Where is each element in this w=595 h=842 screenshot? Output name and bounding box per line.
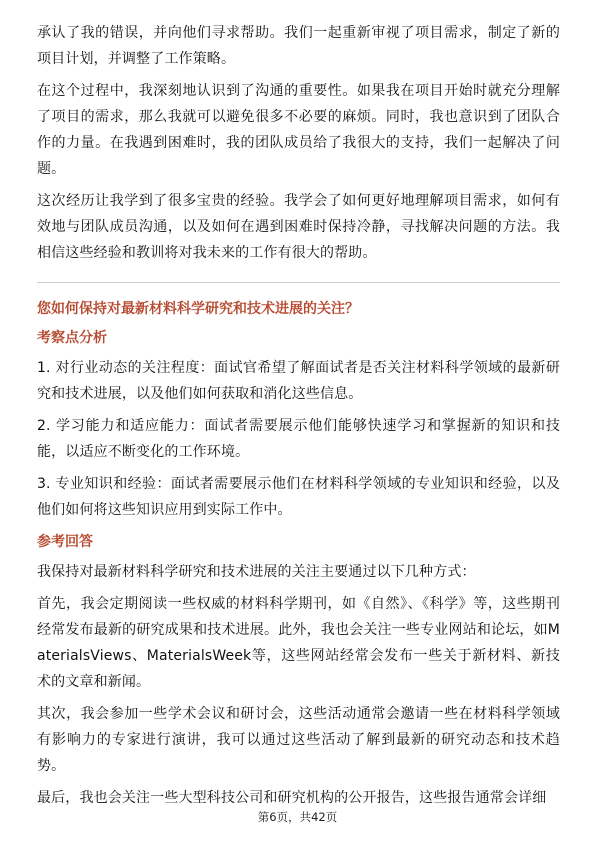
answer-heading: 参考回答 (37, 534, 93, 550)
intro-paragraph-3: 这次经历让我学到了很多宝贵的经验。我学会了如何更好地理解项目需求，如何有效地与团队成员沟通，以及如何在遇到困难时保持冷静，寻找解决问题的方法。我相信这些经验和教训将对我未来的工作有很大的帮助。 (37, 193, 560, 261)
answer-paragraph-3: 其次，我会参加一些学术会议和研讨会，这些活动通常会邀请一些在材料科学领域有影响力的专家进行演讲，我可以通过这些活动了解到最新的研究动态和技术趋势。 (37, 706, 560, 774)
section-divider (37, 282, 560, 283)
answer-paragraph-1: 我保持对最新材料科学研究和技术进展的关注主要通过以下几种方式： (37, 564, 476, 580)
analysis-item-2: 2. 学习能力和适应能力：面试者需要展示他们能够快速学习和掌握新的知识和技能，以适应不断变化的工作环境。 (37, 418, 560, 460)
analysis-item-1: 1. 对行业动态的关注程度：面试官希望了解面试者是否关注材料科学领域的最新研究和技术进展，以及他们如何获取和消化这些信息。 (37, 360, 560, 402)
analysis-item-3: 3. 专业知识和经验：面试者需要展示他们在材料科学领域的专业知识和经验，以及他们如何将这些知识应用到实际工作中。 (37, 476, 560, 518)
intro-paragraph-1: 承认了我的错误，并向他们寻求帮助。我们一起重新审视了项目需求，制定了新的项目计划，并调整了工作策略。 (37, 25, 560, 67)
page-content (37, 20, 560, 817)
interview-question: 您如何保持对最新材料科学研究和技术进展的关注？ (37, 301, 359, 317)
intro-paragraph-2: 在这个过程中，我深刻地认识到了沟通的重要性。如果我在项目开始时就充分理解了项目的需求，那么我就可以避免很多不必要的麻烦。同时，我也意识到了团队合作的力量。在我遇到困难时，我的团队成员给了我很大的支持，我们一起解决了问题。 (37, 83, 560, 177)
page-number-footer: 第6页，共42页 (257, 810, 338, 824)
answer-paragraph-4: 最后，我也会关注一些大型科技公司和研究机构的公开报告，这些报告通常会详细 (37, 790, 547, 806)
answer-paragraph-2: 首先，我会定期阅读一些权威的材料科学期刊，如《自然》、《科学》等，这些期刊经常发布最新的研究成果和技术进展。此外，我也会关注一些专业网站和论坛，如MaterialsViews、MaterialsWeek等，这些网站经常会发布一些关于新材料、新技术的文章和新闻。 (37, 596, 560, 690)
analysis-heading: 考察点分析 (37, 330, 107, 346)
